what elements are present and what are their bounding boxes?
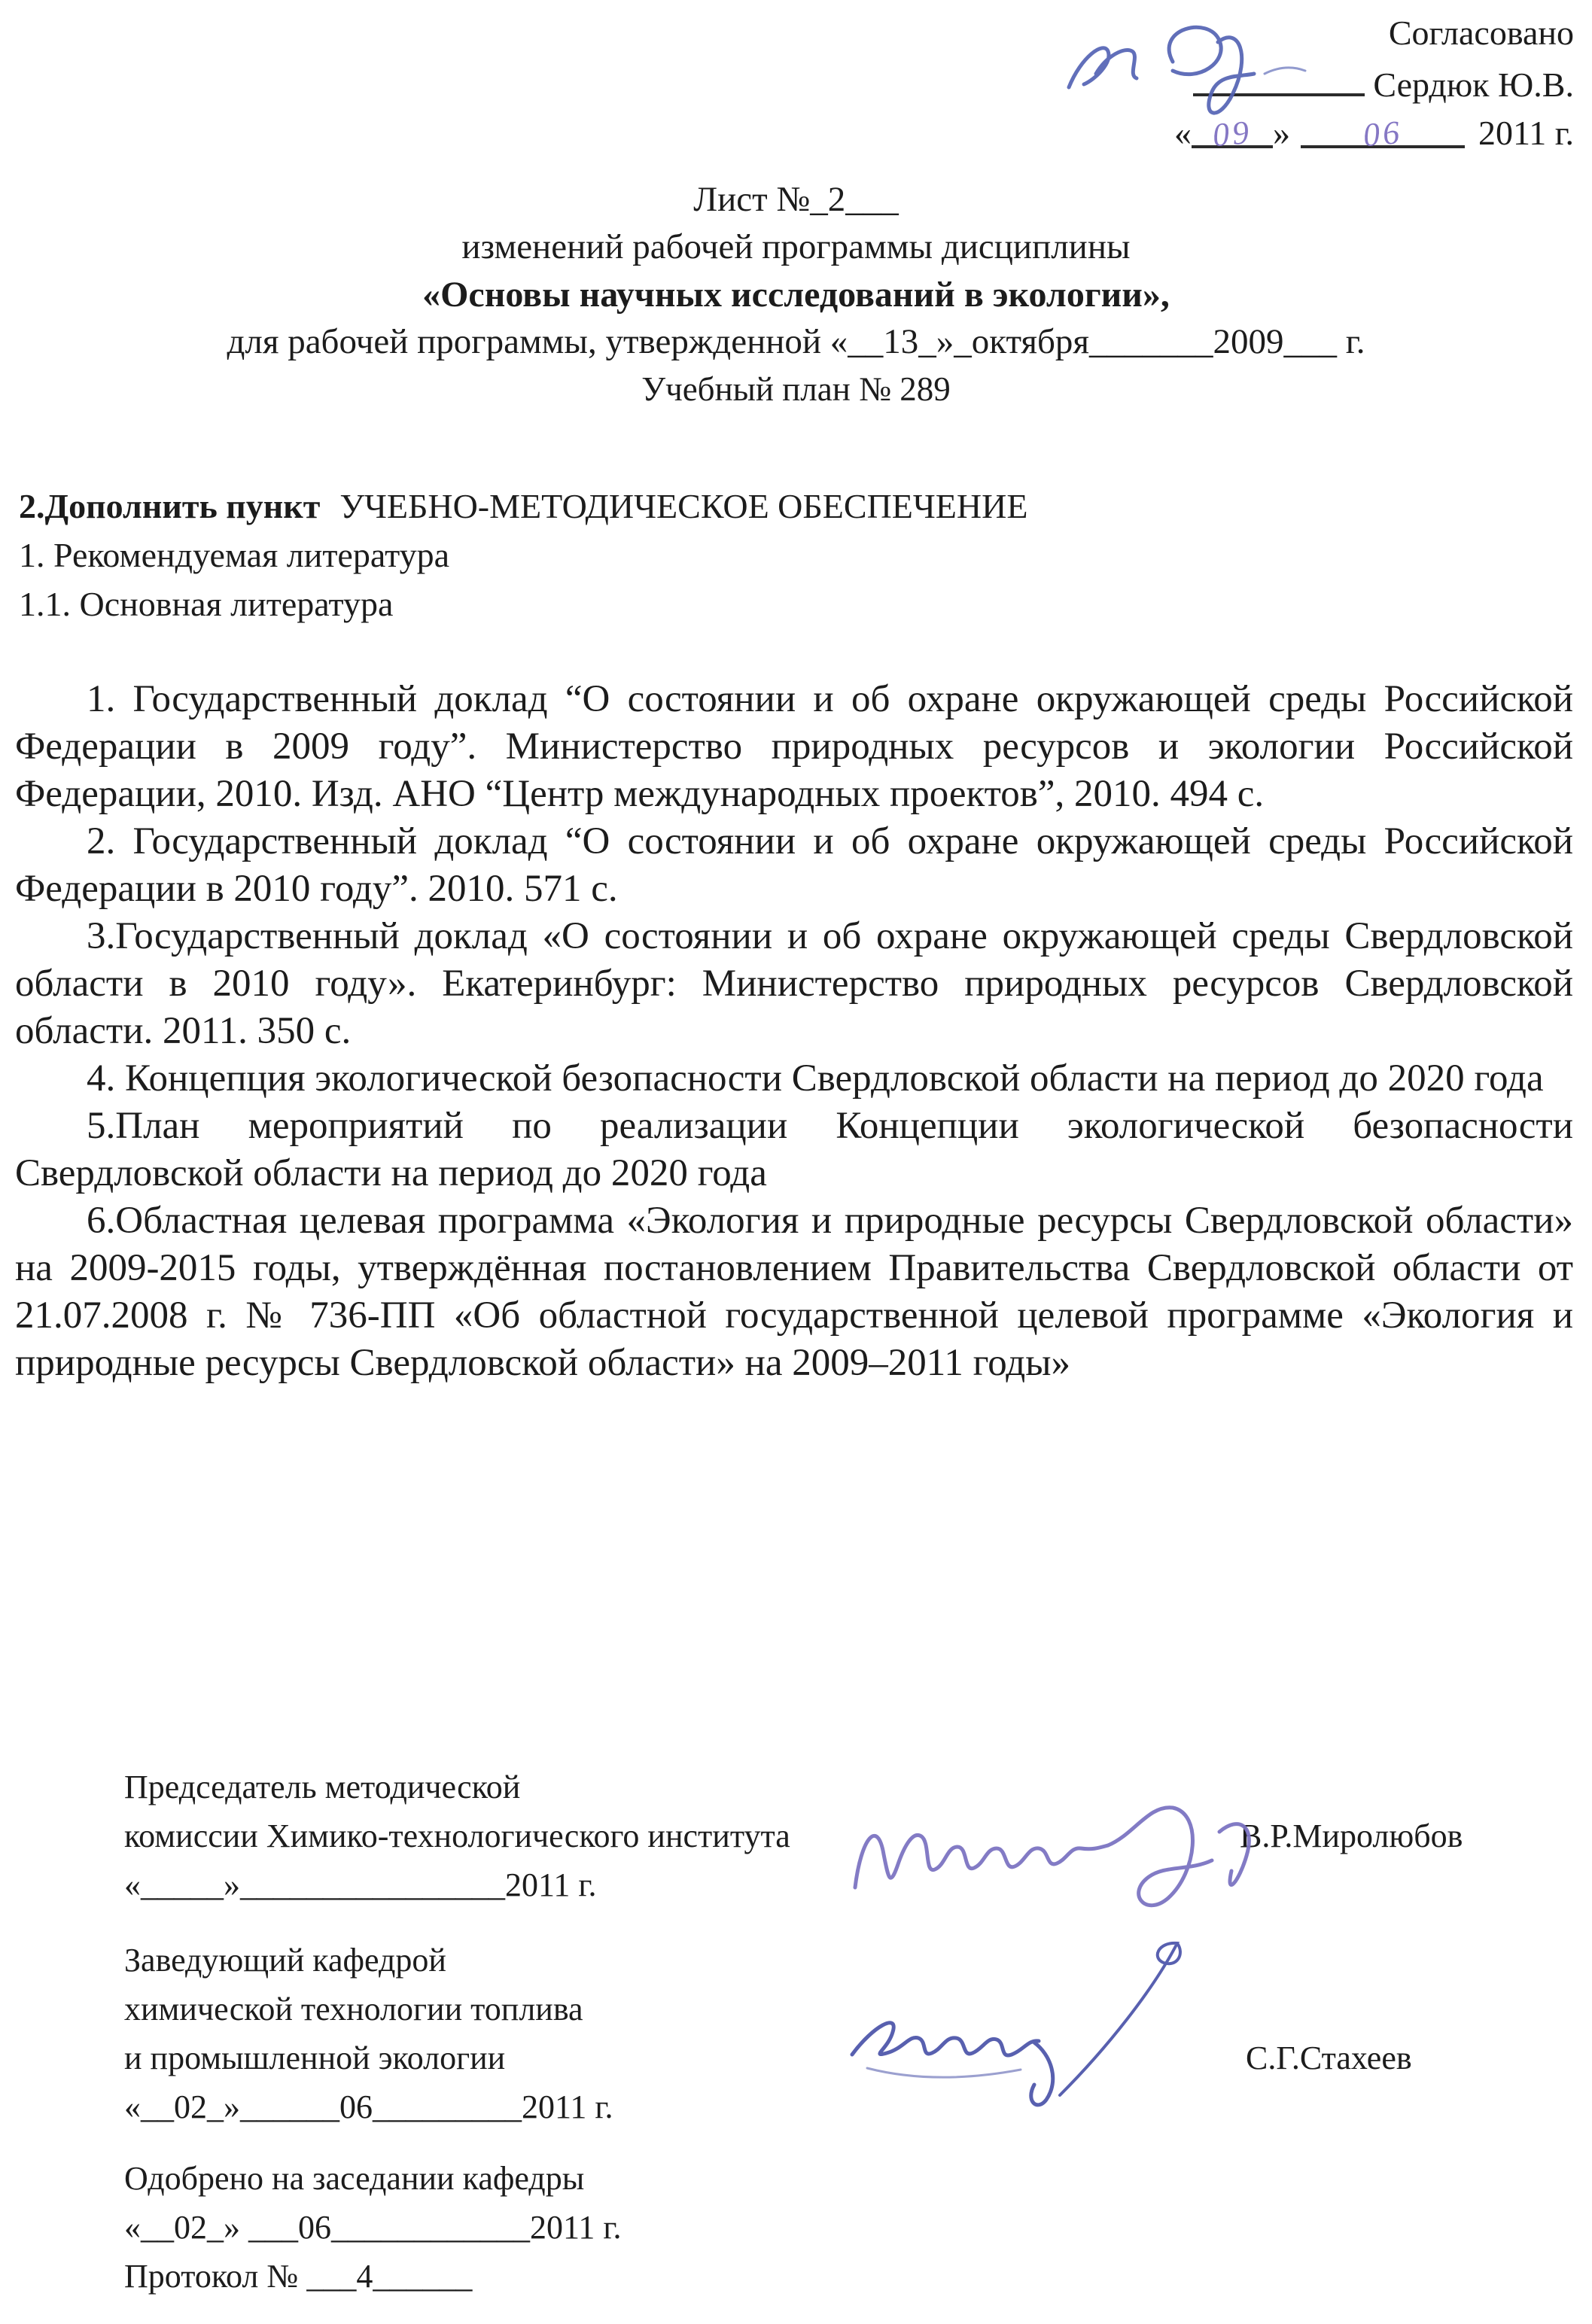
add-clause-bold-part: 2.Дополнить пункт (19, 487, 321, 525)
document-title-block (0, 176, 1592, 413)
methodical-title-line2 (124, 1811, 1577, 1860)
literature-item: 4. Концепция экологической безопасности Свердловской области на период до 2020 года (87, 1057, 1544, 1100)
approval-month-blank (1301, 111, 1465, 154)
signature-blank-line (1193, 59, 1365, 96)
approval-date-line (1002, 111, 1574, 156)
sheet-number-line: Лист №_2___ (693, 180, 899, 219)
meeting-title-line: Одобрено на заседании кафедры (124, 2160, 585, 2197)
department-head-block (124, 1936, 1577, 2131)
meeting-date-line: «__02_» ___06____________2011 г. (124, 2209, 622, 2246)
methodical-date-line: «_____»________________2011 г. (124, 1866, 597, 1903)
section-headings (19, 482, 1569, 628)
curriculum-number-line: Учебный план № 289 (641, 370, 951, 408)
close-quote: » (1273, 114, 1291, 152)
recommended-literature-heading: 1. Рекомендуемая литература (19, 536, 449, 574)
department-title-line3 (124, 2034, 1577, 2082)
approval-year: 2011 г. (1478, 114, 1574, 152)
discipline-title: «Основы научных исследований в экологии», (422, 275, 1170, 315)
department-title-line2: химической технологии топлива (124, 1991, 583, 2027)
literature-item: 6.Областная целевая программа «Экология и природные ресурсы Свердловской области» на 2009-2015 годы, утверждённая постановлением Правительства Свердловской области от 21.07.2008 г. № 736-ПП «Об областной государственной целевой программе «Экология и природные ресурсы Свердловской области» на 2009–2011 годы» (15, 1200, 1573, 1384)
approval-status-label: Согласовано (1388, 14, 1574, 52)
literature-item: 5.План мероприятий по реализации Концепции экологической безопасности Свердловской области на период до 2020 года (15, 1105, 1573, 1194)
literature-item: 2. Государственный доклад “О состоянии и об охране окружающей среды Российской Федерации в 2010 году”. 2010. 571 с. (15, 820, 1573, 910)
add-clause-caps-part: УЧЕБНО-МЕТОДИЧЕСКОЕ ОБЕСПЕЧЕНИЕ (339, 487, 1028, 525)
literature-item: 1. Государственный доклад “О состоянии и об охране окружающей среды Российской Федерации в 2009 году”. Министерство природных ресурсов и экологии Российской Федерации, 2010. Изд. АНО “Центр международных проектов”, 2010. 494 с. (15, 678, 1573, 815)
department-date-line: «__02_»______06_________2011 г. (124, 2088, 613, 2125)
methodical-commission-block (124, 1763, 1577, 1909)
title-subtitle-line: изменений рабочей программы дисциплины (461, 227, 1131, 266)
meeting-protocol-line: Протокол № ___4______ (124, 2258, 473, 2295)
literature-item: 3.Государственный доклад «О состоянии и об охране окружающей среды Свердловской области в 2010 году». Екатеринбург: Министерство природных ресурсов Свердловской области. 2011. 350 с. (15, 915, 1573, 1052)
approval-block (1002, 11, 1574, 159)
add-clause-heading (19, 482, 1569, 531)
department-title-line1: Заведующий кафедрой (124, 1942, 446, 1979)
meeting-approval-block (124, 2154, 1577, 2301)
approval-signature-line (1002, 59, 1574, 108)
department-title-text: и промышленной экологии (124, 2040, 506, 2076)
main-literature-heading: 1.1. Основная литература (19, 585, 394, 623)
handwritten-day: 09 (1210, 113, 1254, 154)
open-quote: « (1174, 114, 1192, 152)
handwritten-month: 06 (1361, 113, 1405, 154)
program-approved-line: для рабочей программы, утвержденной «__13_»_октября_______2009___ г. (227, 322, 1365, 361)
mirolyubov-name: В.Р.Миролюбов (1240, 1818, 1463, 1854)
stakheev-name: С.Г.Стахеев (1246, 2040, 1412, 2076)
approval-signer-name: Сердюк Ю.В. (1373, 65, 1574, 104)
methodical-title-text: комиссии Химико-технологического института (124, 1818, 790, 1854)
methodical-title-line1: Председатель методической (124, 1769, 521, 1805)
approval-day-blank (1192, 111, 1273, 154)
literature-list (15, 676, 1573, 1387)
